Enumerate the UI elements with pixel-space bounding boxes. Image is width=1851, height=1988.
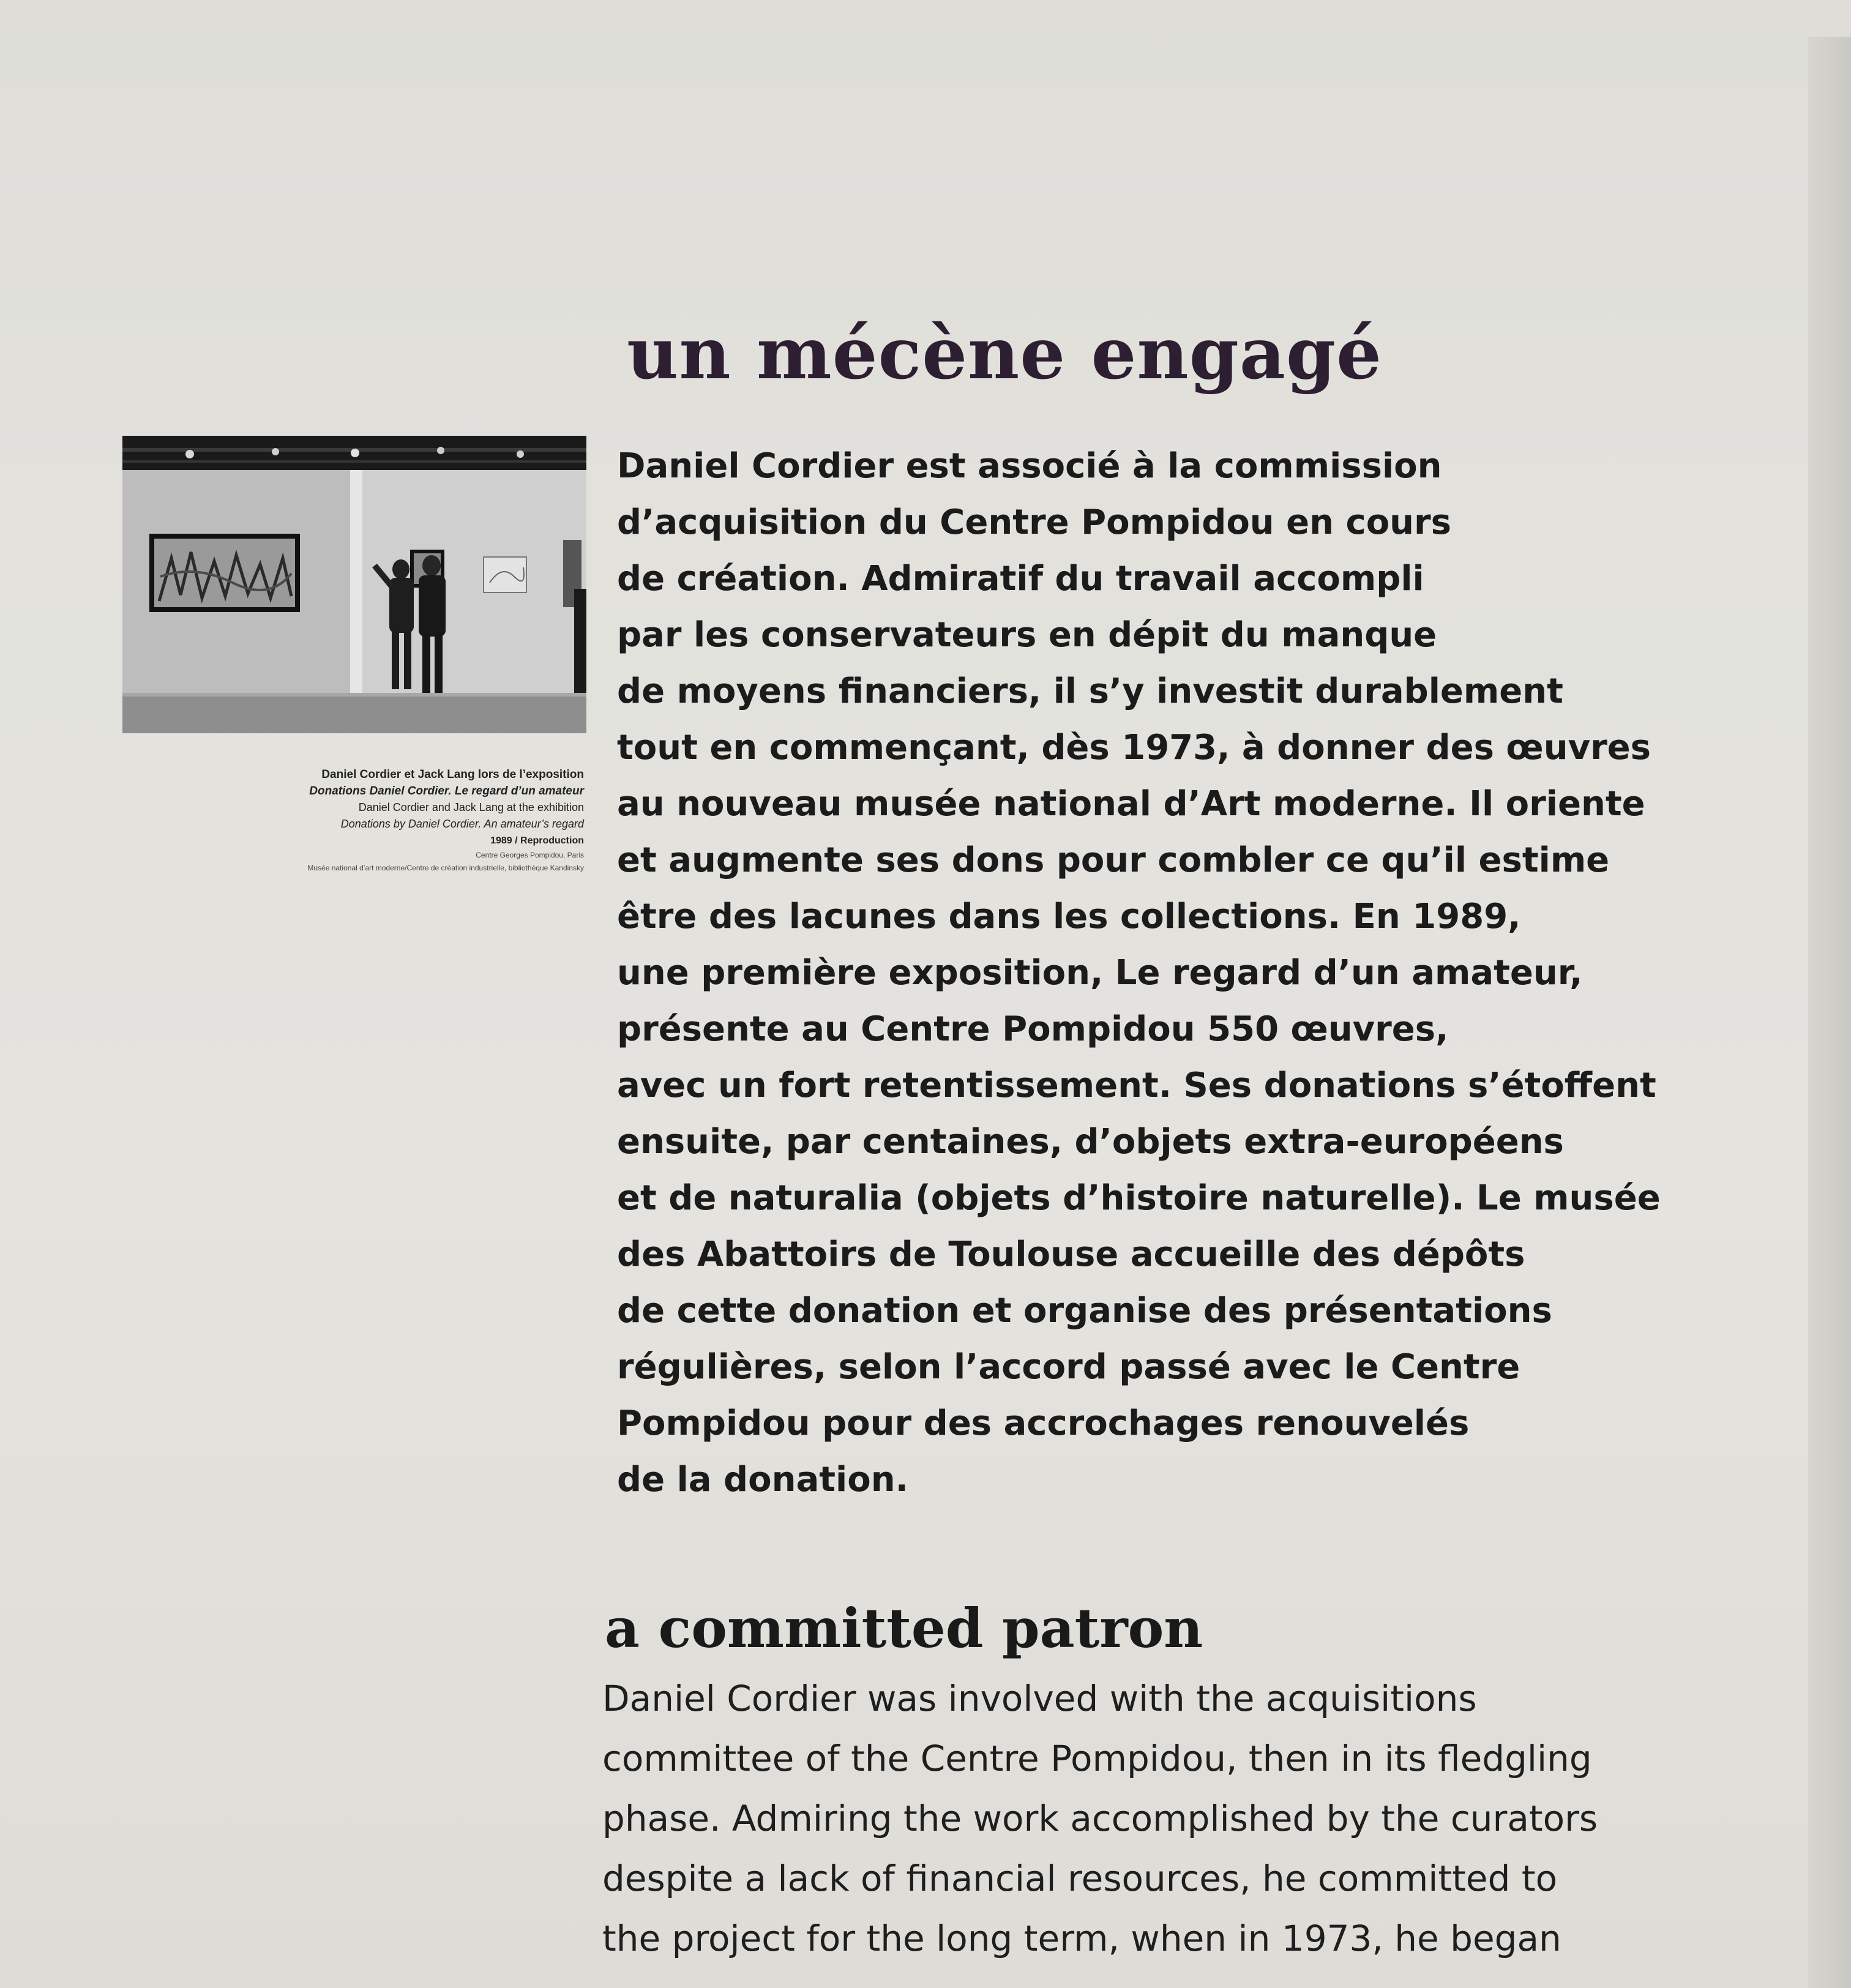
body-fr-line: des Abattoirs de Toulouse accueille des dépôts [617,1235,1525,1274]
caption-exhibition-title-fr: Donations Daniel Cordier. Le regard d’un amateur [309,785,584,798]
body-en-line: phase. Admiring the work accomplished by the curators [602,1798,1598,1839]
exhibition-photo-illustration [122,436,586,733]
body-fr-line: d’acquisition du Centre Pompidou en cours [617,503,1451,542]
body-fr-line: Pompidou pour des accrochages renouvelés [617,1403,1470,1443]
body-fr-line: de création. Admiratif du travail accompli [617,559,1424,599]
body-fr-line: par les conservateurs en dépit du manque [617,615,1437,655]
body-fr-line: et augmente ses dons pour combler ce qu’il estime [617,840,1610,880]
body-fr-line: présente au Centre Pompidou 550 œuvres, [617,1009,1449,1049]
body-fr-line: une première exposition, Le regard d’un amateur, [617,953,1583,993]
body-text-english [602,1668,1655,1968]
body-text-french [617,438,1661,1508]
heading-french: un mécène engagé [627,312,1382,395]
body-fr-line: de moyens financiers, il s’y investit durablement [617,671,1563,711]
body-fr-line: avec un fort retentissement. Ses donations s’étoffent [617,1066,1656,1105]
caption-line-en: Daniel Cordier and Jack Lang at the exhibition [358,801,584,813]
photo-caption [155,766,584,875]
caption-credit-archive: Musée national d’art moderne/Centre de création industrielle, bibliothèque Kandinsky [307,864,584,872]
exhibition-photo [122,436,586,733]
caption-year: 1989 / Reproduction [490,835,584,846]
body-fr-line: de cette donation et organise des présentations [617,1291,1552,1331]
body-fr-line: au nouveau musée national d’Art moderne. Il oriente [617,784,1645,824]
body-fr-line: ensuite, par centaines, d’objets extra-européens [617,1122,1564,1162]
body-fr-line: être des lacunes dans les collections. En 1989, [617,897,1521,936]
caption-line-fr: Daniel Cordier et Jack Lang lors de l’exposition [321,768,584,781]
body-fr-line: de la donation. [617,1460,908,1500]
body-fr-line: Daniel Cordier est associé à la commission [617,446,1442,486]
body-fr-line: régulières, selon l’accord passé avec le Centre [617,1347,1520,1387]
wall-edge [1808,37,1851,1988]
caption-credit-place: Centre Georges Pompidou, Paris [476,851,584,859]
caption-exhibition-title-en: Donations by Daniel Cordier. An amateur’s regard [340,818,584,830]
heading-english: a committed patron [605,1596,1203,1660]
body-en-line: Daniel Cordier was involved with the acquisitions [602,1678,1477,1719]
body-en-line: the project for the long term, when in 1973, he began [602,1918,1561,1959]
body-en-line: committee of the Centre Pompidou, then in its fledgling [602,1738,1592,1779]
body-en-line: despite a lack of financial resources, he committed to [602,1858,1558,1899]
body-fr-line: tout en commençant, dès 1973, à donner des œuvres [617,728,1651,768]
body-fr-line: et de naturalia (objets d’histoire naturelle). Le musée [617,1178,1661,1218]
